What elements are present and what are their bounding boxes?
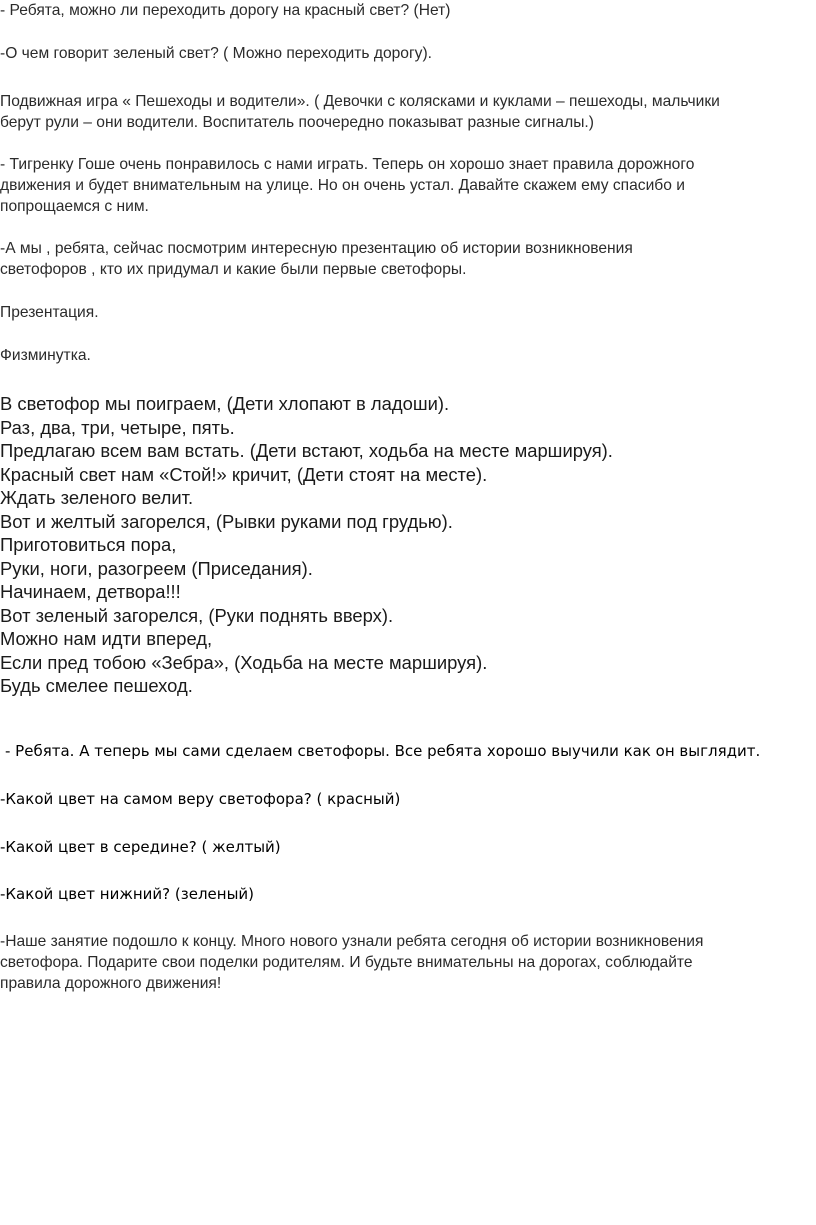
tiger-paragraph-line: попрощаемся с ним. [0, 198, 149, 215]
poem-line: В светофор мы поиграем, (Дети хлопают в ладоши). [0, 393, 450, 414]
poem [0, 392, 816, 698]
closing-paragraph-line: -Наше занятие подошло к концу. Много нового узнали ребята сегодня об истории возникновения [0, 933, 704, 950]
presentation-intro-line: светофоров , кто их придумал и какие были первые светофоры. [0, 261, 467, 278]
game-description-line: Подвижная игра « Пешеходы и водители». ( Девочки с колясками и куклами – пешеходы, мальчики [0, 93, 720, 110]
game-description [0, 91, 816, 133]
poem-line: Приготовиться пора, [0, 534, 177, 555]
poem-line: Красный свет нам «Стой!» кричит, (Дети стоят на месте). [0, 463, 488, 485]
poem-line: Вот и желтый загорелся, (Рывки руками под грудью). [0, 510, 453, 532]
make-traffic-light-text: - Ребята. А теперь мы сами сделаем светофоры. Все ребята хорошо выучили как он выглядит. [5, 742, 761, 760]
poem-line: Раз, два, три, четыре, пять. [0, 416, 235, 438]
poem-line: Если пред тобою «Зебра», (Ходьба на месте маршируя). [0, 651, 488, 673]
poem-line: Начинаем, детвора!!! [0, 581, 181, 602]
question-red-light: - Ребята, можно ли переходить дорогу на красный свет? (Нет) [0, 2, 451, 19]
question-middle-color: -Какой цвет в середине? ( желтый) [0, 838, 281, 856]
question-bottom-color: -Какой цвет нижний? (зеленый) [0, 885, 255, 903]
question-top-color: -Какой цвет на самом веру светофора? ( красный) [0, 790, 401, 808]
poem-line: Можно нам идти вперед, [0, 628, 213, 649]
presentation-intro [0, 238, 816, 280]
question-green-light: -О чем говорит зеленый свет? ( Можно переходить дорогу). [0, 45, 432, 62]
closing-paragraph-line: правила дорожного движения! [0, 975, 222, 992]
poem-line: Ждать зеленого велит. [0, 487, 194, 508]
closing-paragraph [0, 931, 816, 994]
tiger-paragraph-line: движения и будет внимательным на улице. Но он очень устал. Давайте скажем ему спасибо и [0, 177, 685, 194]
presentation-label: Презентация. [0, 304, 99, 321]
tiger-paragraph-line: - Тигренку Гоше очень понравилось с нами играть. Теперь он хорошо знает правила дорожного [0, 156, 695, 173]
poem-line: Предлагаю всем вам встать. (Дети встают, ходьба на месте маршируя). [0, 440, 613, 461]
poem-line: Будь смелее пешеход. [0, 675, 193, 696]
closing-paragraph-line: светофора. Подарите свои поделки родителям. И будьте внимательны на дорогах, соблюдайте [0, 954, 693, 971]
game-description-line: берут рули – они водители. Воспитатель поочередно показыват разные сигналы.) [0, 114, 594, 131]
poem-line: Вот зеленый загорелся, (Руки поднять вверх). [0, 604, 394, 626]
presentation-intro-line: -А мы , ребята, сейчас посмотрим интересную презентацию об истории возникновения [0, 240, 633, 257]
poem-line: Руки, ноги, разогреем (Приседания). [0, 557, 313, 579]
fizminutka-label: Физминутка. [0, 347, 91, 364]
tiger-paragraph [0, 154, 816, 217]
